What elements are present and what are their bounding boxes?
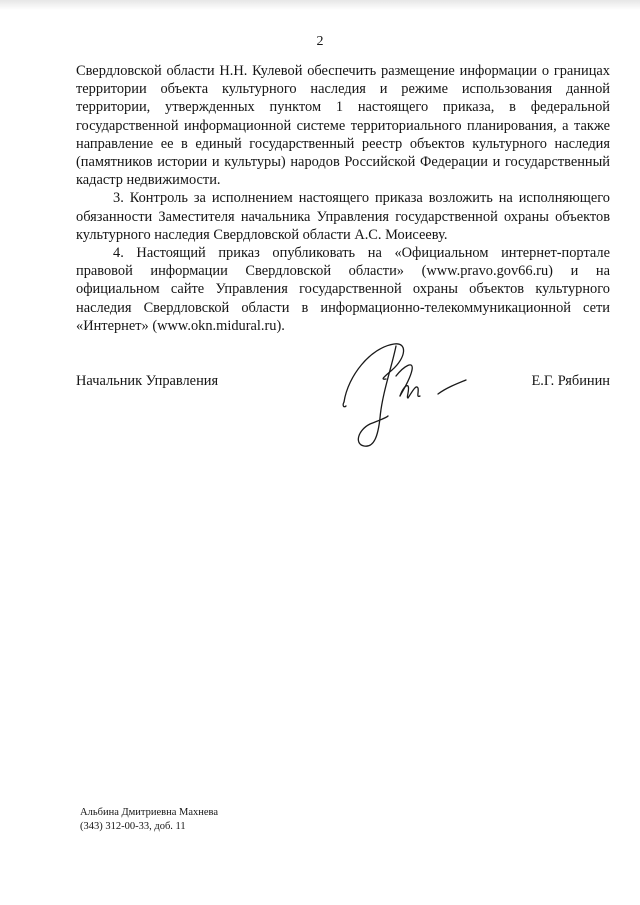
handwritten-signature [334, 336, 474, 454]
paragraph-item-3: 3. Контроль за исполнением настоящего приказа возложить на исполняющего обязанности Заместителя начальника Управления государственной охраны объектов культурного наследия Свердловской области А.С. Моисееву. [76, 190, 610, 243]
page-number: 2 [316, 34, 324, 49]
signature-stroke-hook [343, 402, 346, 407]
signature-stroke-upper [396, 365, 412, 396]
signature-stroke-tail [438, 380, 466, 394]
signer-name: Е.Г. Рябинин [531, 373, 610, 389]
executor-phone: (343) 312-00-33, доб. 11 [80, 821, 186, 832]
position-title: Начальник Управления [76, 373, 219, 389]
paragraph-item-4: 4. Настоящий приказ опубликовать на «Официальном интернет-портале правовой информации Свердловской области» (www.pravo.gov66.ru) и на официальном сайте Управления государственной охраны объектов культурного наследия Свердловской области в информационно-телекоммуникационной сети «Интернет» (www.okn.midural.ru). [76, 245, 610, 334]
paragraph-continuation: Свердловской области Н.Н. Кулевой обеспечить размещение информации о границах территории объекта культурного наследия и режиме использования данной территории, утвержденных пунктом 1 настоящего приказа, в федеральной государственной информационной системе территориального планирования, а также направление ее в единый государственный реестр объектов культурного наследия (памятников истории и культуры) народов Российской Федерации и государственный кадастр недвижимости. [76, 63, 610, 189]
scan-edge-shadow [0, 0, 640, 10]
executor-info [80, 806, 218, 834]
executor-name: Альбина Дмитриевна Махнева [80, 807, 219, 818]
document-body [76, 62, 610, 335]
